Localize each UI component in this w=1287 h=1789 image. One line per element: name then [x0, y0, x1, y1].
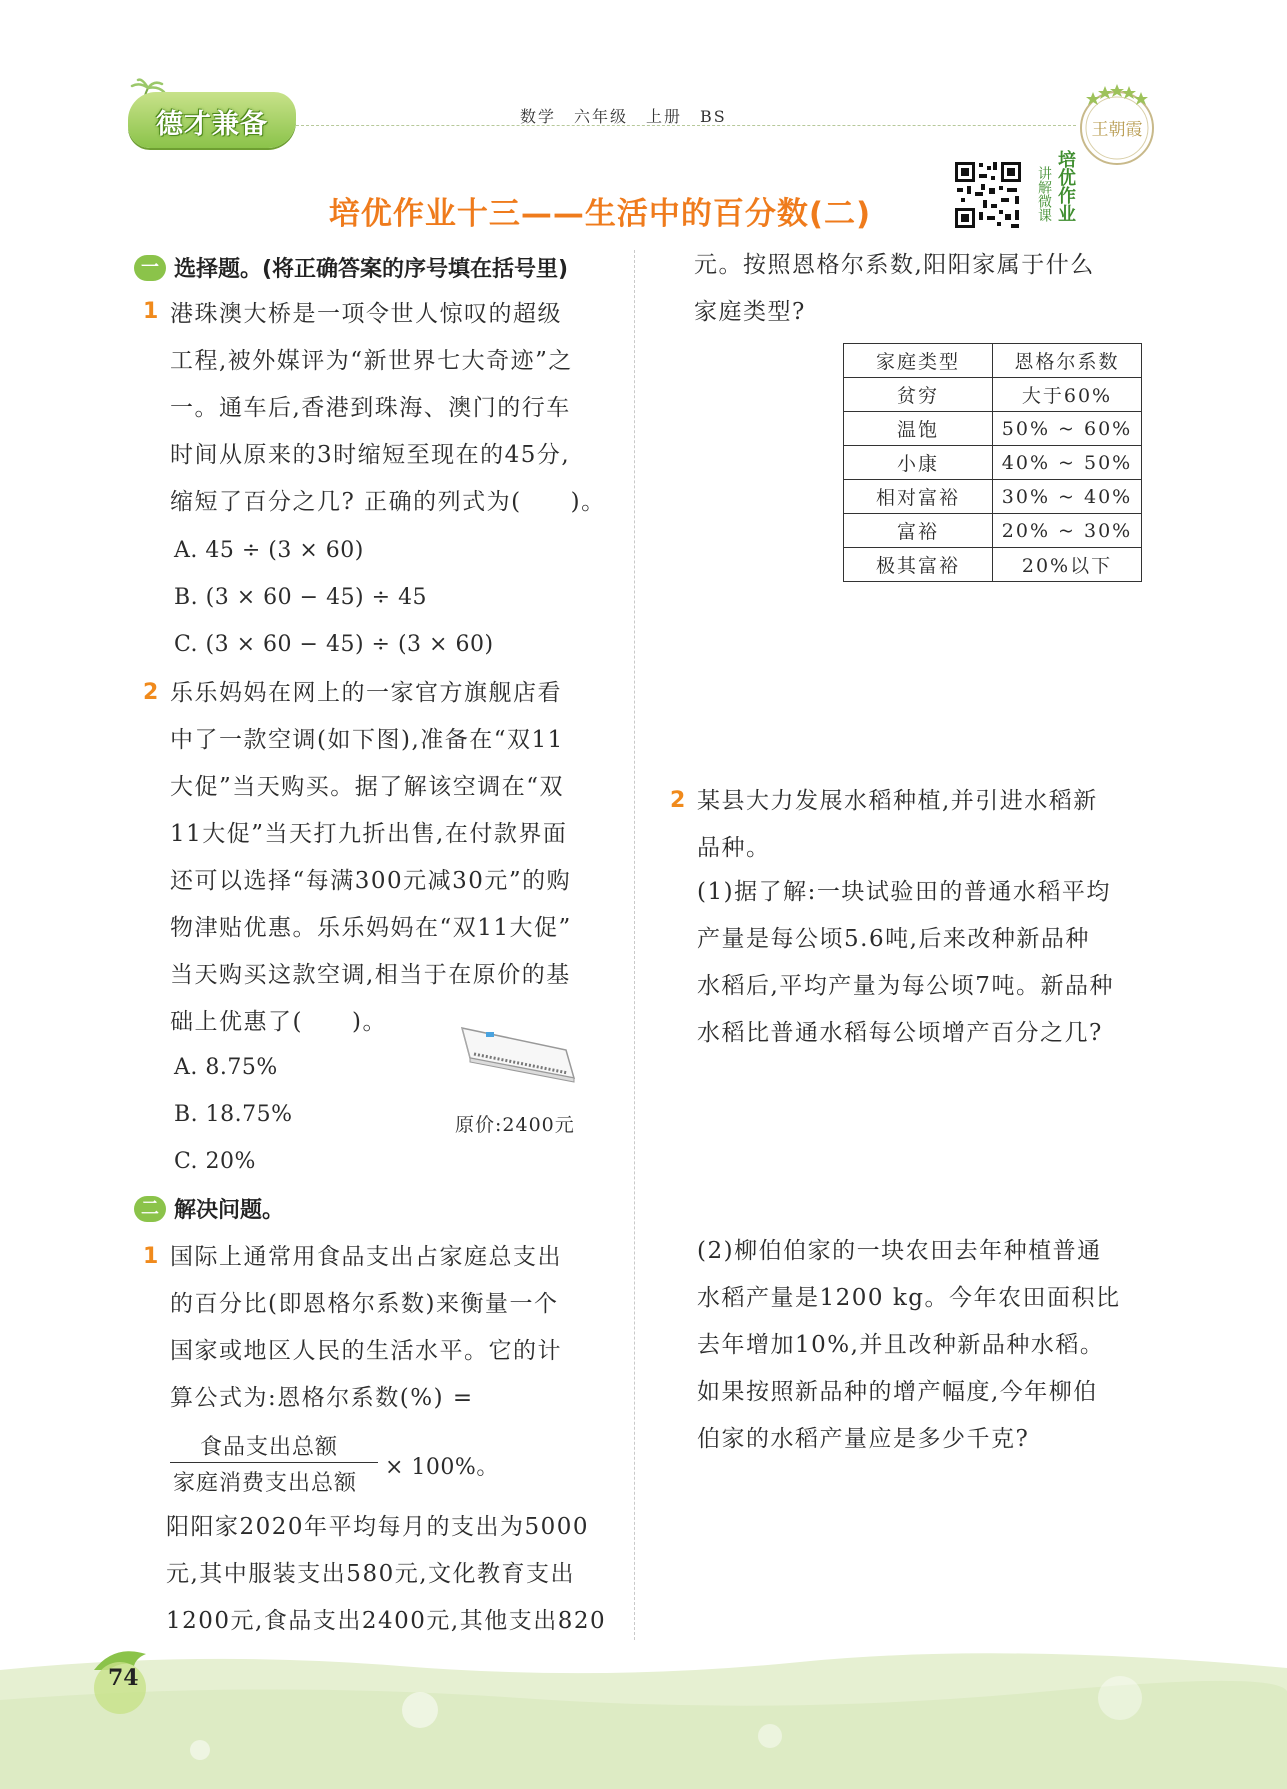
table-header-row	[844, 344, 1142, 378]
text-line: 水稻产量是1200 kg。今年农田面积比	[697, 1285, 1121, 1311]
text-line: 物津贴优惠。乐乐妈妈在“双11大促”	[170, 915, 572, 941]
text-line: 水稻比普通水稻每公顷增产百分之几?	[697, 1020, 1103, 1046]
problem-2-part-1	[697, 869, 1114, 1057]
text-line: 础上优惠了( )。	[170, 1009, 387, 1035]
problem-2-text	[697, 778, 1098, 872]
table-header-cell: 家庭类型	[844, 344, 993, 378]
text-line: 国际上通常用食品支出占家庭总支出	[170, 1244, 562, 1270]
text-line: 大促”当天购买。据了解该空调在“双	[170, 774, 565, 800]
question-1-options	[174, 527, 494, 668]
question-2-text	[170, 670, 572, 1046]
fraction-suffix: × 100%。	[385, 1455, 499, 1480]
table-cell: 小康	[844, 446, 993, 480]
problem-1-text	[170, 1234, 562, 1422]
question-number: 2	[143, 680, 159, 705]
engel-table	[843, 343, 1142, 582]
table-row	[844, 548, 1142, 582]
section-1-badge: 一	[134, 255, 166, 281]
brand-seal-icon	[1073, 80, 1161, 168]
section-1-header	[134, 252, 568, 283]
text-line: 1200元,食品支出2400元,其他支出820	[166, 1608, 607, 1634]
qr-code-icon[interactable]	[953, 160, 1023, 230]
table-cell: 20%以下	[993, 548, 1142, 582]
header-subject: 数学 六年级 上册 BS	[520, 107, 727, 126]
text-line: 还可以选择“每满300元减30元”的购	[170, 868, 572, 894]
table-header-cell: 恩格尔系数	[993, 344, 1142, 378]
table-cell: 30% ~ 40%	[993, 480, 1142, 514]
table-row	[844, 514, 1142, 548]
table-row	[844, 480, 1142, 514]
table-cell: 40% ~ 50%	[993, 446, 1142, 480]
brand-logo	[128, 92, 296, 148]
problem-1-text-continued	[166, 1504, 606, 1645]
table-cell: 20% ~ 30%	[993, 514, 1142, 548]
text-line: 阳阳家2020年平均每月的支出为5000	[166, 1514, 590, 1540]
column-divider	[634, 250, 635, 1640]
text-line: (1)据了解:一块试验田的普通水稻平均	[697, 879, 1111, 905]
text-line: (2)柳伯伯家的一块农田去年种植普通	[697, 1238, 1102, 1264]
question-number: 1	[143, 299, 159, 324]
table-row	[844, 378, 1142, 412]
page-title: 培优作业十三——生活中的百分数(二)	[328, 196, 872, 232]
text-line: 元。按照恩格尔系数,阳阳家属于什么	[694, 252, 1095, 278]
text-line: 元,其中服装支出580元,文化教育支出	[166, 1561, 576, 1587]
text-line: 11大促”当天打九折出售,在付款界面	[170, 821, 568, 847]
text-line: 的百分比(即恩格尔系数)来衡量一个	[170, 1291, 559, 1317]
text-line: 去年增加10%,并且改种新品种水稻。	[697, 1332, 1105, 1358]
text-line: 港珠澳大桥是一项令世人惊叹的超级	[170, 301, 562, 327]
price-caption: 原价:2400元	[455, 1114, 575, 1136]
table-cell: 富裕	[844, 514, 993, 548]
option-b: B. (3 × 60 − 45) ÷ 45	[174, 585, 428, 610]
footer-decoration	[0, 1640, 1287, 1789]
air-conditioner-icon	[456, 1018, 580, 1100]
qr-label-main: 培优作业	[1055, 150, 1076, 222]
section-2-badge: 二	[134, 1196, 166, 1222]
text-line: 算公式为:恩格尔系数(%) =	[170, 1385, 474, 1411]
text-line: 一。通车后,香港到珠海、澳门的行车	[170, 395, 571, 421]
option-a: A. 45 ÷ (3 × 60)	[174, 538, 364, 563]
option-a: A. 8.75%	[174, 1055, 278, 1080]
text-line: 伯家的水稻产量应是多少千克?	[697, 1426, 1030, 1452]
option-b: B. 18.75%	[174, 1102, 293, 1127]
table-cell: 温饱	[844, 412, 993, 446]
table-cell: 50% ~ 60%	[993, 412, 1142, 446]
text-line: 产量是每公顷5.6吨,后来改种新品种	[697, 926, 1090, 952]
fraction-bar	[170, 1462, 378, 1463]
brand-logo-text: 德才兼备	[156, 109, 268, 140]
problem-1-text-right	[694, 242, 1095, 336]
option-c: C. (3 × 60 − 45) ÷ (3 × 60)	[174, 632, 494, 657]
text-line: 缩短了百分之几? 正确的列式为( )。	[170, 489, 606, 515]
question-2-options	[174, 1044, 293, 1185]
text-line: 水稻后,平均产量为每公顷7吨。新品种	[697, 973, 1114, 999]
table-cell: 相对富裕	[844, 480, 993, 514]
text-line: 国家或地区人民的生活水平。它的计	[170, 1338, 562, 1364]
table-cell: 贫穷	[844, 378, 993, 412]
text-line: 工程,被外媒评为“新世界七大奇迹”之	[170, 348, 573, 374]
fraction-denominator: 家庭消费支出总额	[173, 1471, 358, 1496]
text-line: 品种。	[697, 835, 771, 861]
section-1-title: 选择题。(将正确答案的序号填在括号里)	[174, 257, 569, 282]
question-number: 2	[670, 788, 686, 813]
table-cell: 极其富裕	[844, 548, 993, 582]
fraction-numerator: 食品支出总额	[200, 1435, 339, 1460]
text-line: 乐乐妈妈在网上的一家官方旗舰店看	[170, 680, 562, 706]
text-line: 中了一款空调(如下图),准备在“双11	[170, 727, 564, 753]
text-line: 时间从原来的3时缩短至现在的45分,	[170, 442, 571, 468]
qr-label-sub: 讲解微课	[1036, 166, 1052, 222]
text-line: 家庭类型?	[694, 299, 806, 325]
text-line: 当天购买这款空调,相当于在原价的基	[170, 962, 571, 988]
question-1-text	[170, 291, 606, 526]
question-number: 1	[143, 1244, 159, 1269]
table-row	[844, 412, 1142, 446]
problem-2-part-2	[697, 1228, 1121, 1463]
table-cell: 大于60%	[993, 378, 1142, 412]
section-2-title: 解决问题。	[174, 1198, 285, 1223]
svg-text:王朝霞: 王朝霞	[1091, 120, 1143, 140]
page-number: 74	[108, 1665, 139, 1691]
section-2-header	[134, 1193, 284, 1224]
table-row	[844, 446, 1142, 480]
option-c: C. 20%	[174, 1149, 256, 1174]
text-line: 如果按照新品种的增产幅度,今年柳伯	[697, 1379, 1098, 1405]
text-line: 某县大力发展水稻种植,并引进水稻新	[697, 788, 1098, 814]
